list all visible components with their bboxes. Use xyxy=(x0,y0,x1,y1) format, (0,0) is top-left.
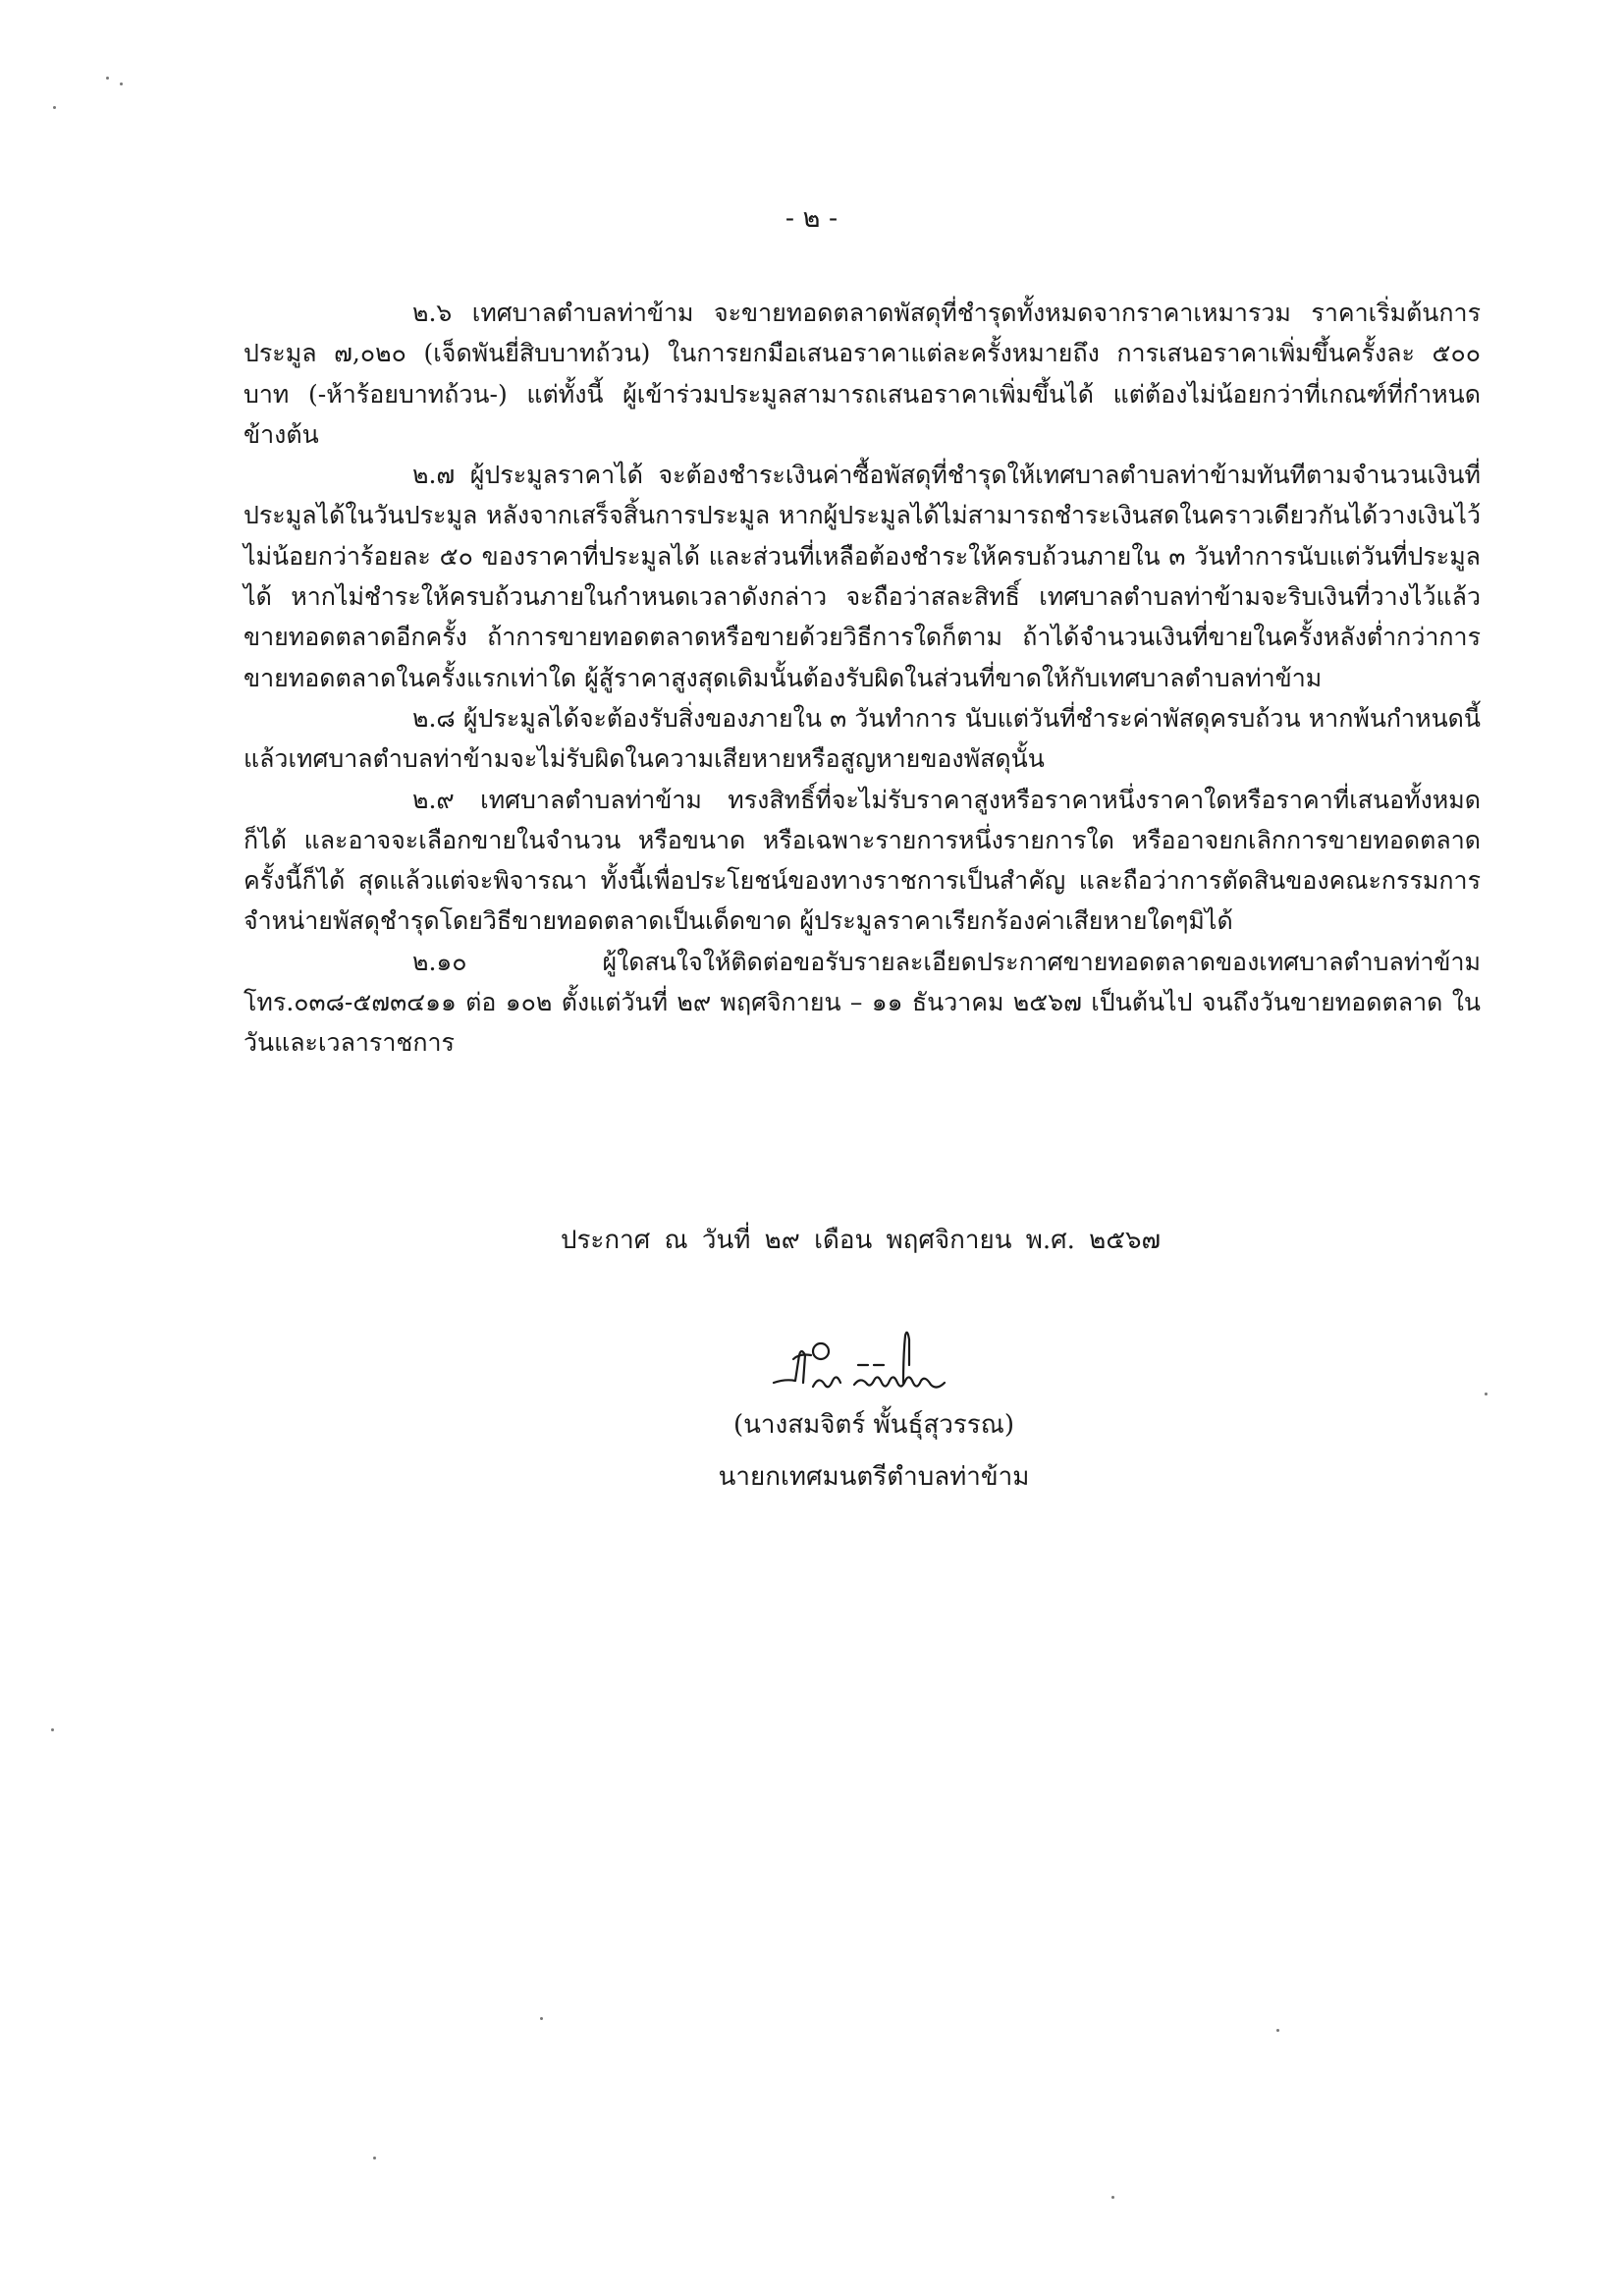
scan-speck xyxy=(120,82,123,85)
scan-speck xyxy=(1111,2196,1114,2199)
clause-2-8: ๒.๘ ผู้ประมูลได้จะต้องรับสิ่งของภายใน ๓ วันทำการ นับแต่วันที่ชำระค่าพัสดุครบถ้วน หากพ้นกำหนดนี้แล้วเทศบาลตำบลท่าข้ามจะไม่รับผิดในความเสียหายหรือสูญหายของพัสดุนั้น xyxy=(243,703,1481,774)
clause-2-6: ๒.๖ เทศบาลตำบลท่าข้าม จะขายทอดตลาดพัสดุที่ชำรุดทั้งหมดจากราคาเหมารวม ราคาเริ่มต้นการประมูล ๗,๐๒๐ (เจ็ดพันยี่สิบบาทถ้วน) ในการยกมือเสนอราคาแต่ละครั้งหมายถึง การเสนอราคาเพิ่มขึ้นครั้งละ ๕๐๐ บาท (-ห้าร้อยบาทถ้วน-) แต่ทั้งนี้ ผู้เข้าร่วมประมูลสามารถเสนอราคาเพิ่มขึ้นได้ แต่ต้องไม่น้อยกว่าที่เกณฑ์ที่กำหนด ข้างต้น xyxy=(243,299,1481,449)
announcement-date: ประกาศ ณ วันที่ ๒๙ เดือน พฤศจิกายน พ.ศ. ๒๕๖๗ xyxy=(560,1226,1162,1255)
scan-speck xyxy=(1276,2029,1279,2032)
scan-speck xyxy=(1485,1393,1488,1395)
document-body xyxy=(243,293,1481,1064)
signer-name: (นางสมจิตร์ พั้นธุ์สุวรรณ) xyxy=(732,1410,1014,1440)
scan-speck xyxy=(373,2157,376,2159)
clause-2-7: ๒.๗ ผู้ประมูลราคาได้ จะต้องชำระเงินค่าซื้อพัสดุที่ชำรุดให้เทศบาลตำบลท่าข้ามทันทีตามจำนวนเงินที่ประมูลได้ในวันประมูล หลังจากเสร็จสิ้นการประมูล หากผู้ประมูลได้ไม่สามารถชำระเงินสดในคราวเดียวกันได้วางเงินไว้ไม่น้อยกว่าร้อยละ ๕๐ ของราคาที่ประมูลได้ และส่วนที่เหลือต้องชำระให้ครบถ้วนภายใน ๓ วันทำการนับแต่วันที่ประมูลได้ หากไม่ชำระให้ครบถ้วนภายในกำหนดเวลาดังกล่าว จะถือว่าสละสิทธิ์ เทศบาลตำบลท่าข้ามจะริบเงินที่วางไว้แล้วขายทอดตลาดอีกครั้ง ถ้าการขายทอดตลาดหรือขายด้วยวิธีการใดก็ตาม ถ้าได้จำนวนเงินที่ขายในครั้งหลังต่ำกว่าการขายทอดตลาดในครั้งแรกเท่าใด ผู้สู้ราคาสูงสุดเดิมนั้นต้องรับผิดในส่วนที่ขาดให้กับเทศบาลตำบลท่าข้าม xyxy=(243,461,1481,692)
scan-speck xyxy=(106,77,109,80)
handwritten-signature xyxy=(756,1326,992,1406)
scan-speck xyxy=(51,1728,54,1731)
clause-2-10: ๒.๑๐ ผู้ใดสนใจให้ติดต่อขอรับรายละเอียดประกาศขายทอดตลาดของเทศบาลตำบลท่าข้าม โทร.๐๓๘-๕๗๓๔๑๑ ต่อ ๑๐๒ ตั้งแต่วันที่ ๒๙ พฤศจิกายน – ๑๑ ธันวาคม ๒๕๖๗ เป็นต้นไป จนถึงวันขายทอดตลาด ในวันและเวลาราชการ xyxy=(243,947,1481,1058)
clause-2-9: ๒.๙ เทศบาลตำบลท่าข้าม ทรงสิทธิ์ที่จะไม่รับราคาสูงหรือราคาหนึ่งราคาใดหรือราคาที่เสนอทั้งหมดก็ได้ และอาจจะเลือกขายในจำนวน หรือขนาด หรือเฉพาะรายการหนึ่งรายการใด หรืออาจยกเลิกการขายทอดตลาดครั้งนี้ก็ได้ สุดแล้วแต่จะพิจารณา ทั้งนี้เพื่อประโยชน์ของทางราชการเป็นสำคัญ และถือว่าการตัดสินของคณะกรรมการจำหน่ายพัสดุชำรุดโดยวิธีขายทอดตลาดเป็นเด็ดขาด ผู้ประมูลราคาเรียกร้องค่าเสียหายใดๆมิได้ xyxy=(243,785,1481,936)
scan-speck xyxy=(53,106,56,109)
scan-speck xyxy=(540,2017,543,2020)
page-number: - ๒ - xyxy=(784,203,839,234)
signer-title: นายกเทศมนตรีตำบลท่าข้าม xyxy=(718,1462,1030,1492)
